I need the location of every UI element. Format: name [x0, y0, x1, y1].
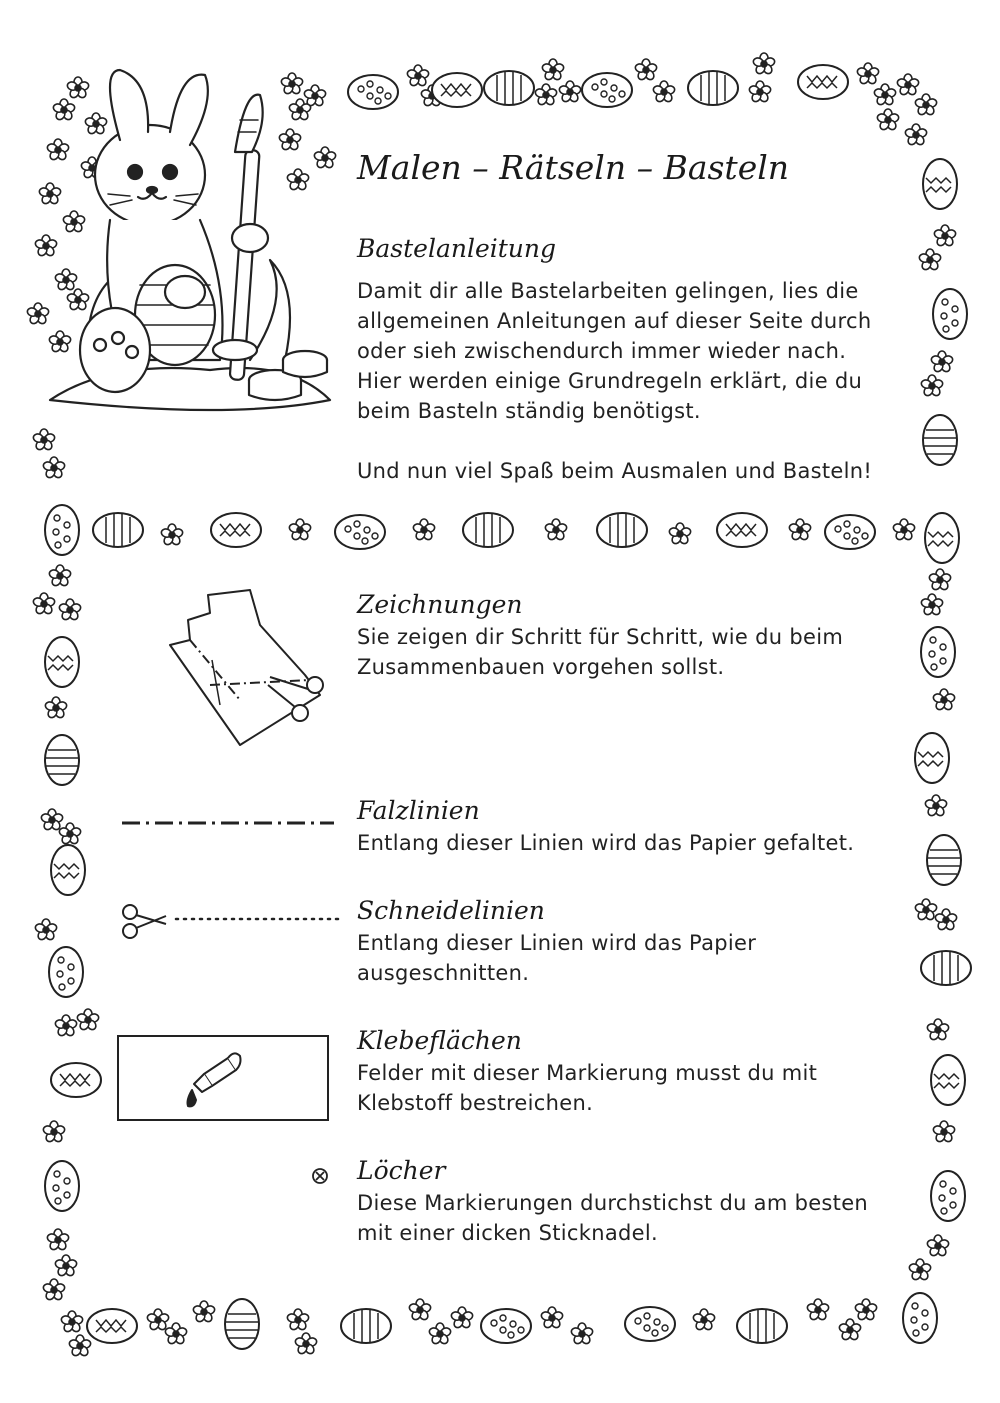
folding-paper-scissors-icon — [150, 585, 330, 755]
glue-bottle-box-icon — [116, 1034, 330, 1122]
drawings-heading: Zeichnungen — [357, 590, 523, 619]
intro-heading: Bastelanleitung — [357, 234, 556, 263]
intro-line: allgemeinen Anleitungen auf dieser Seite durch — [357, 309, 872, 333]
circled-x-hole-icon — [310, 1166, 330, 1186]
cut-text — [357, 928, 917, 988]
intro-line: oder sieh zwischendurch immer wieder nach. — [357, 339, 847, 363]
fold-heading: Falzlinien — [357, 796, 480, 825]
glue-text — [357, 1058, 917, 1118]
intro-line: Hier werden einige Grundregeln erklärt, die du — [357, 369, 863, 393]
drawings-line: Sie zeigen dir Schritt für Schritt, wie du beim — [357, 625, 844, 649]
holes-line: mit einer dicken Sticknadel. — [357, 1221, 658, 1245]
fold-line: Entlang dieser Linien wird das Papier gefaltet. — [357, 831, 855, 855]
holes-line: Diese Markierungen durchstichst du am besten — [357, 1191, 869, 1215]
drawings-text — [357, 622, 917, 682]
dash-dot-fold-line-icon — [118, 816, 338, 830]
bunny-painter-illustration — [30, 60, 350, 420]
intro-closing: Und nun viel Spaß beim Ausmalen und Basteln! — [357, 459, 873, 483]
drawings-line: Zusammenbauen vorgehen sollst. — [357, 655, 725, 679]
intro-line: Damit dir alle Bastelarbeiten gelingen, lies die — [357, 279, 859, 303]
cut-heading: Schneidelinien — [357, 896, 545, 925]
cut-line: ausgeschnitten. — [357, 961, 530, 985]
intro-text — [357, 276, 917, 486]
intro-line: beim Basteln ständig benötigst. — [357, 399, 701, 423]
page-title: Malen – Rätseln – Basteln — [357, 148, 790, 187]
holes-heading: Löcher — [357, 1156, 446, 1185]
glue-line: Felder mit dieser Markierung musst du mit — [357, 1061, 818, 1085]
glue-heading: Klebeflächen — [357, 1026, 522, 1055]
fold-text — [357, 828, 917, 858]
glue-line: Klebstoff bestreichen. — [357, 1091, 594, 1115]
cut-line: Entlang dieser Linien wird das Papier — [357, 931, 757, 955]
scissors-dotted-line-icon — [118, 902, 343, 940]
holes-text — [357, 1188, 917, 1248]
